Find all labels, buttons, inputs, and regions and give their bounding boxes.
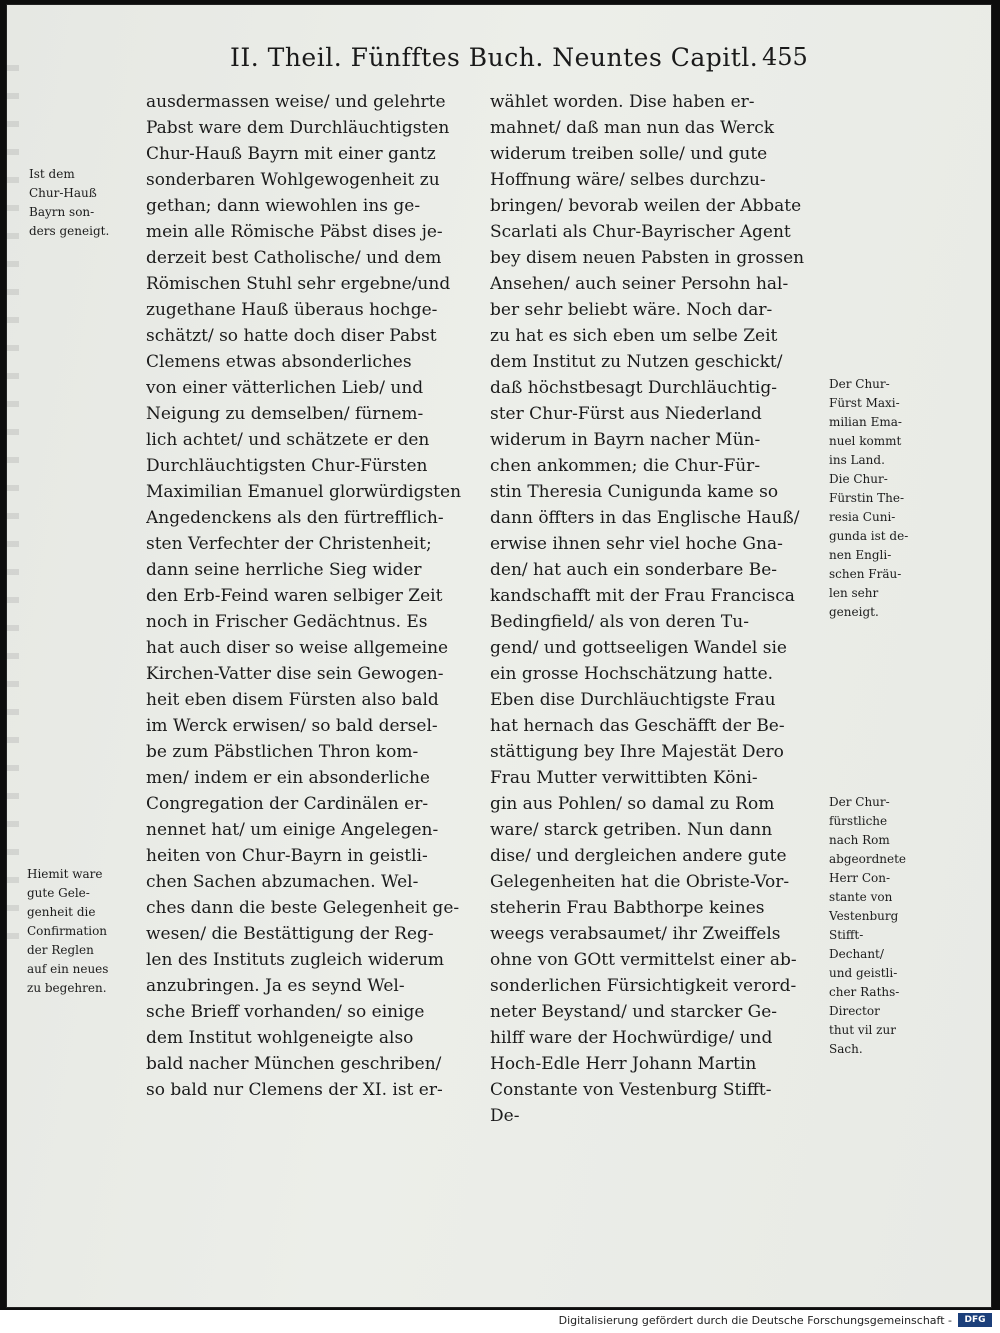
text-line: von einer vätterlichen Lieb/ und — [146, 378, 424, 398]
text-line: derzeit best Catholische/ und dem — [146, 248, 442, 268]
text-line: Scarlati als Chur-Bayrischer Agent — [490, 222, 791, 242]
text-line: Ist dem — [29, 167, 75, 181]
text-line: Hiemit ware — [27, 867, 103, 881]
right-text-column — [490, 89, 825, 1129]
text-line: hat hernach das Geschäfft der Be- — [490, 716, 785, 736]
text-line: nuel kommt — [829, 434, 902, 448]
text-line: weegs verabsaumet/ ihr Zweiffels — [490, 924, 781, 944]
text-line: stante von — [829, 890, 893, 904]
text-line: ster Chur-Fürst aus Niederland — [490, 404, 762, 424]
margin-note-left-bottom — [27, 865, 147, 998]
text-line: Sach. — [829, 1042, 863, 1056]
text-line: nach Rom — [829, 833, 890, 847]
text-line: lich achtet/ und schätzete er den — [146, 430, 430, 450]
text-line: wesen/ die Bestättigung der Reg- — [146, 924, 434, 944]
text-line: Gelegenheiten hat die Obriste-Vor- — [490, 872, 790, 892]
text-line: gunda ist de- — [829, 529, 909, 543]
dfg-logo-icon: DFG — [958, 1313, 992, 1327]
text-line: len des Instituts zugleich widerum — [146, 950, 445, 970]
text-line: dem Institut wohlgeneigte also — [146, 1028, 414, 1048]
text-line: Neigung zu demselben/ fürnem- — [146, 404, 424, 424]
text-line: erwise ihnen sehr viel hoche Gna- — [490, 534, 783, 554]
text-line: dann öffters in das Englische Hauß/ — [490, 508, 800, 528]
text-line: mahnet/ daß man nun das Werck — [490, 118, 775, 138]
text-line: ders geneigt. — [29, 224, 110, 238]
text-line: Chur-Hauß — [29, 186, 97, 200]
text-line: Hoffnung wäre/ selbes durchzu- — [490, 170, 766, 190]
text-line: thut vil zur — [829, 1023, 896, 1037]
text-line: dise/ und dergleichen andere gute — [490, 846, 787, 866]
page-number: 455 — [762, 43, 808, 71]
text-line: daß höchstbesagt Durchläuchtig- — [490, 378, 777, 398]
text-line: Bayrn son- — [29, 205, 95, 219]
text-line: sche Brieff vorhanden/ so einige — [146, 1002, 425, 1022]
text-line: dem Institut zu Nutzen geschickt/ — [490, 352, 783, 372]
text-line: ausdermassen weise/ und gelehrte — [146, 92, 446, 112]
text-line: hat auch diser so weise allgemeine — [146, 638, 449, 658]
text-line: Fürstin The- — [829, 491, 905, 505]
text-line: ware/ starck getriben. Nun dann — [490, 820, 773, 840]
text-line: be zum Päbstlichen Thron kom- — [146, 742, 419, 762]
text-line: geneigt. — [829, 605, 879, 619]
text-line: Dechant/ — [829, 947, 884, 961]
text-line: hilff ware der Hochwürdige/ und — [490, 1028, 773, 1048]
text-line: Clemens etwas absonderliches — [146, 352, 412, 372]
text-line: bringen/ bevorab weilen der Abbate — [490, 196, 802, 216]
text-line: gin aus Pohlen/ so damal zu Rom — [490, 794, 775, 814]
text-line: Angedenckens als den fürtrefflich- — [146, 508, 444, 528]
text-line: bald nacher München geschriben/ — [146, 1054, 442, 1074]
text-line: Hoch-Edle Herr Johann Martin — [490, 1054, 757, 1074]
text-line: stättigung bey Ihre Majestät Dero — [490, 742, 784, 762]
running-head: II. Theil. Fünfftes Buch. Neuntes Capitl. — [230, 43, 759, 72]
text-line: ohne von GOtt vermittelst einer ab- — [490, 950, 797, 970]
text-line: kandschafft mit der Frau Francisca — [490, 586, 795, 606]
text-line: nen Engli- — [829, 548, 892, 562]
text-line: De- — [490, 1106, 520, 1126]
text-line: im Werck erwisen/ so bald dersel- — [146, 716, 438, 736]
left-text-column — [146, 89, 481, 1103]
text-line: Congregation der Cardinälen er- — [146, 794, 429, 814]
text-line: Frau Mutter verwittibten Köni- — [490, 768, 758, 788]
text-line: gute Gele- — [27, 886, 90, 900]
text-line: bey disem neuen Pabsten in grossen — [490, 248, 805, 268]
text-line: gethan; dann wiewohlen ins ge- — [146, 196, 421, 216]
text-line: Durchläuchtigsten Chur-Fürsten — [146, 456, 428, 476]
text-line: Confirmation — [27, 924, 108, 938]
text-line: heiten von Chur-Bayrn in geistli- — [146, 846, 428, 866]
text-line: widerum in Bayrn nacher Mün- — [490, 430, 761, 450]
page-bleed-through — [7, 65, 19, 945]
text-line: len sehr — [829, 586, 879, 600]
text-line: ches dann die beste Gelegenheit ge- — [146, 898, 460, 918]
text-line: schätzt/ so hatte doch diser Pabst — [146, 326, 437, 346]
text-line: heit eben disem Fürsten also bald — [146, 690, 439, 710]
text-line: ins Land. — [829, 453, 885, 467]
text-line: zugethane Hauß überaus hochge- — [146, 300, 438, 320]
footer-credit: Digitalisierung gefördert durch die Deutsche Forschungsgemeinschaft - — [558, 1314, 952, 1327]
text-line: chen Sachen abzumachen. Wel- — [146, 872, 419, 892]
text-line: Die Chur- — [829, 472, 888, 486]
text-line: Director — [829, 1004, 880, 1018]
text-line: den/ hat auch ein sonderbare Be- — [490, 560, 778, 580]
text-line: zu hat es sich eben um selbe Zeit — [490, 326, 778, 346]
text-line: so bald nur Clemens der XI. ist er- — [146, 1080, 443, 1100]
text-line: abgeordnete — [829, 852, 907, 866]
text-line: resia Cuni- — [829, 510, 896, 524]
text-line: Herr Con- — [829, 871, 891, 885]
text-line: sten Verfechter der Christenheit; — [146, 534, 432, 554]
text-line: Römischen Stuhl sehr ergebne/und — [146, 274, 451, 294]
text-line: dann seine herrliche Sieg wider — [146, 560, 422, 580]
text-line: Stifft- — [829, 928, 864, 942]
text-line: noch in Frischer Gedächtnus. Es — [146, 612, 428, 632]
text-line: auf ein neues — [27, 962, 109, 976]
text-line: Der Chur- — [829, 795, 890, 809]
text-line: sonderlichen Fürsichtigkeit verord- — [490, 976, 797, 996]
text-line: genheit die — [27, 905, 96, 919]
text-line: Eben dise Durchläuchtigste Frau — [490, 690, 776, 710]
text-line: und geistli- — [829, 966, 898, 980]
text-line: Pabst ware dem Durchläuchtigsten — [146, 118, 450, 138]
text-line: neter Beystand/ und starcker Ge- — [490, 1002, 778, 1022]
text-line: gend/ und gottseeligen Wandel sie — [490, 638, 787, 658]
text-line: der Reglen — [27, 943, 94, 957]
text-line: milian Ema- — [829, 415, 902, 429]
text-line: Chur-Hauß Bayrn mit einer gantz — [146, 144, 436, 164]
text-line: mein alle Römische Päbst dises je- — [146, 222, 443, 242]
text-line: widerum treiben solle/ und gute — [490, 144, 768, 164]
text-line: zu begehren. — [27, 981, 107, 995]
text-line: cher Raths- — [829, 985, 900, 999]
text-line: fürstliche — [829, 814, 888, 828]
text-line: Constante von Vestenburg Stifft- — [490, 1080, 772, 1100]
text-line: sonderbaren Wohlgewogenheit zu — [146, 170, 440, 190]
text-line: Vestenburg — [829, 909, 899, 923]
text-line: ein grosse Hochschätzung hatte. — [490, 664, 774, 684]
text-line: wählet worden. Dise haben er- — [490, 92, 755, 112]
text-line: ber sehr beliebt wäre. Noch dar- — [490, 300, 773, 320]
text-line: Fürst Maxi- — [829, 396, 900, 410]
text-line: schen Fräu- — [829, 567, 902, 581]
text-line: nennet hat/ um einige Angelegen- — [146, 820, 439, 840]
text-line: chen ankommen; die Chur-Für- — [490, 456, 761, 476]
text-line: Maximilian Emanuel glorwürdigsten — [146, 482, 462, 502]
book-page — [6, 4, 992, 1308]
margin-note-right-top — [829, 375, 939, 622]
text-line: Der Chur- — [829, 377, 890, 391]
text-line: Bedingfield/ als von deren Tu- — [490, 612, 749, 632]
text-line: anzubringen. Ja es seynd Wel- — [146, 976, 405, 996]
text-line: Ansehen/ auch seiner Persohn hal- — [490, 274, 789, 294]
margin-note-left-top — [29, 165, 139, 241]
text-line: steherin Frau Babthorpe keines — [490, 898, 765, 918]
text-line: den Erb-Feind waren selbiger Zeit — [146, 586, 443, 606]
text-line: Kirchen-Vatter dise sein Gewogen- — [146, 664, 444, 684]
text-line: stin Theresia Cunigunda kame so — [490, 482, 779, 502]
margin-note-right-bottom — [829, 793, 944, 1059]
text-line: men/ indem er ein absonderliche — [146, 768, 430, 788]
